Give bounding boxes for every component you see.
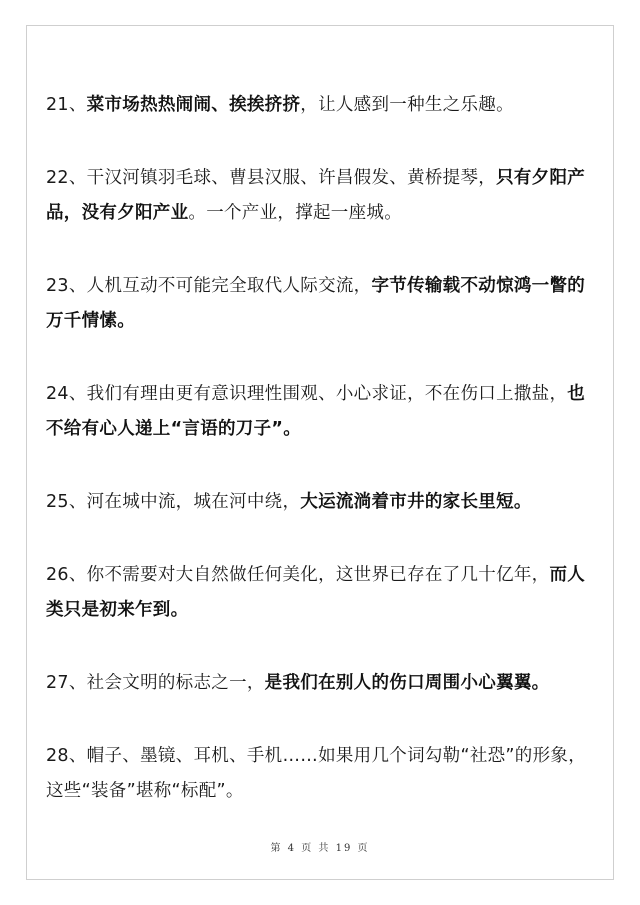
item-number: 27、 [46,673,87,693]
item-segment: 。一个产业，撑起一座城。 [188,203,403,223]
item-number: 28、 [46,746,87,766]
item-segment: 帽子、墨镜、耳机、手机……如果用几个词勾勒“社恐”的形象，这些“装备”堪称“标配”。 [46,746,587,801]
footer-prefix: 第 [270,843,283,854]
item-segment-bold: 是我们在别人的伤口周围小心翼翼。 [264,673,550,693]
item-number: 23、 [46,276,87,296]
item-segment-bold: 大运流淌着市井的家长里短。 [300,492,532,512]
quote-item-27 [46,666,602,701]
item-segment: 河在城中流，城在河中绕， [86,492,301,512]
item-number: 26、 [46,565,87,585]
quote-list [46,88,602,809]
item-segment-bold: 而人类只是初来乍到。 [46,565,586,620]
item-number: 25、 [46,492,87,512]
quote-item-28 [46,739,602,809]
quote-item-24 [46,377,602,447]
footer-suffix: 页 [357,843,370,854]
item-segment: 你不需要对大自然做任何美化，这世界已存在了几十亿年， [86,565,550,585]
quote-item-22 [46,161,602,231]
item-segment-bold: 也不给有心人递上“言语的刀子”。 [46,384,586,439]
item-number: 22、 [46,168,87,188]
item-segment: ，让人感到一种生之乐趣。 [300,95,514,115]
quote-item-21 [46,88,602,123]
footer-middle: 页 共 [301,843,331,854]
item-segment: 干汉河镇羽毛球、曹县汉服、许昌假发、黄桥提琴， [86,168,497,188]
item-number: 24、 [46,384,87,404]
quote-item-26 [46,558,602,628]
item-segment: 社会文明的标志之一， [86,673,265,693]
quote-item-25 [46,485,602,520]
item-number: 21、 [46,95,87,115]
page-footer [0,839,640,854]
item-segment-bold: 只有夕阳产品，没有夕阳产业 [46,168,586,223]
current-page-number: 4 [287,843,297,854]
item-segment: 我们有理由更有意识理性围观、小心求证，不在伤口上撒盐， [86,384,568,404]
item-segment: 人机互动不可能完全取代人际交流， [86,276,372,296]
total-pages-number: 19 [335,843,353,854]
quote-item-23 [46,269,602,339]
item-segment-bold: 字节传输载不动惊鸿一瞥的万千情愫。 [46,276,586,331]
item-segment-bold: 菜市场热热闹闹、挨挨挤挤 [86,95,301,115]
